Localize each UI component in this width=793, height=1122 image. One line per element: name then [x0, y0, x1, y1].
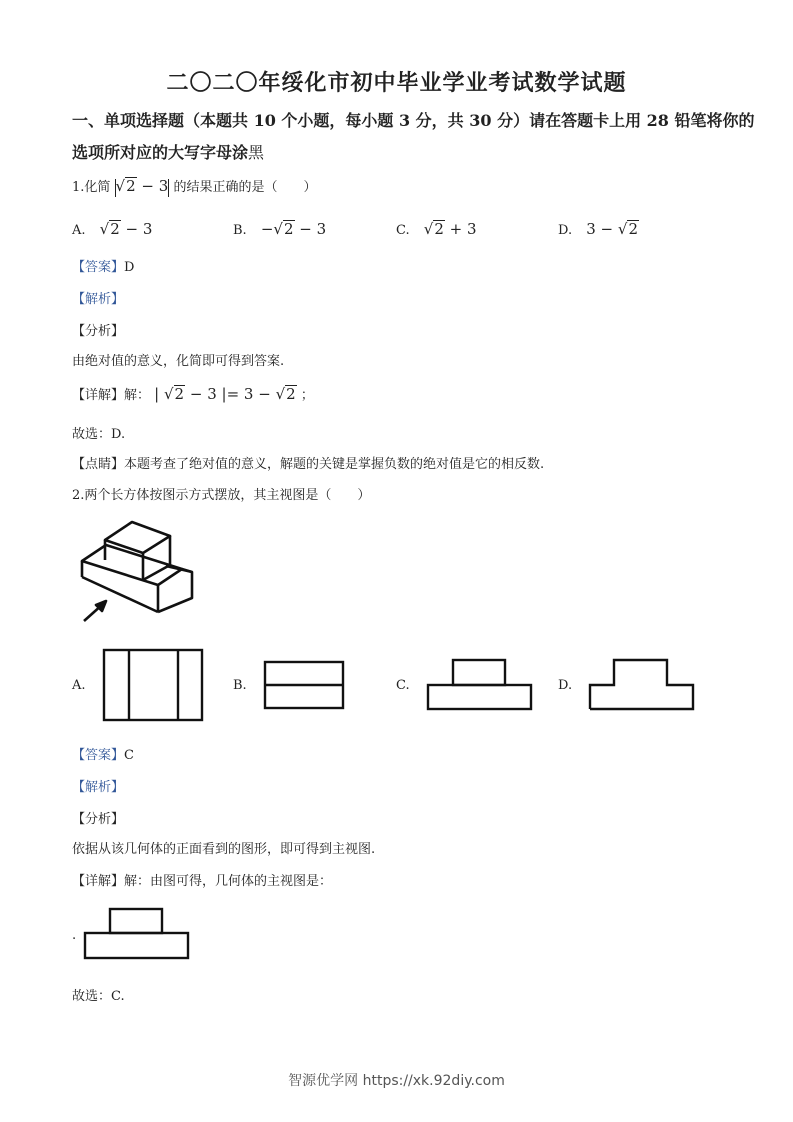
option-radicand: 2 [110, 220, 120, 238]
q2-choose: 故选：C. [72, 989, 125, 1004]
q1-fenxi: 【分析】 [72, 324, 125, 339]
q2-analysis-tag: 【解析】 [72, 780, 125, 795]
q2-option-d-label: D. [558, 678, 573, 693]
answer-value: C [124, 748, 134, 763]
option-letter: A. [72, 223, 86, 238]
q1-suffix: 的结果正确的是（ ） [173, 180, 317, 195]
document-title: 二〇二〇年绥化市初中毕业学业考试数学试题 [166, 70, 627, 96]
option-letter: B. [233, 223, 247, 238]
option-b-figure [264, 661, 344, 709]
q1-detail: 【详解】解： | √2 − 3 |= 3 − √2 ； [72, 385, 314, 403]
q1-option-c: C. √2 + 3 [396, 220, 477, 238]
abs-bar-right [168, 179, 169, 197]
option-letter: D. [558, 223, 573, 238]
option-radicand: 2 [434, 220, 444, 238]
option-radicand: 2 [628, 220, 638, 238]
option-a-figure [103, 649, 203, 721]
answer-value: D [124, 260, 135, 275]
q2-option-b-label: B. [233, 678, 247, 693]
q1-comment: 【点睛】本题考查了绝对值的意义，解题的关键是掌握负数的绝对值是它的相反数. [72, 457, 545, 472]
q1-prefix: 1.化简 [72, 180, 111, 195]
q1-option-b: B. −√2 − 3 [233, 220, 327, 238]
q1-analysis-tag: 【解析】 [72, 292, 125, 307]
q2-fenxi: 【分析】 [72, 812, 125, 827]
footer-watermark: 智源优学网 https://xk.92diy.com [288, 1073, 505, 1089]
detail-mid: − 3 [185, 385, 217, 403]
q1-answer [72, 256, 134, 275]
section-heading-line2-text: 选项所对应的大写字母涂 [72, 143, 249, 162]
q2-stem: 2.两个长方体按图示方式摆放，其主视图是（ ） [72, 488, 371, 503]
q1-option-d: D. 3 − √2 [558, 220, 638, 238]
detail-end: ； [300, 388, 314, 403]
q1-option-a: A. √2 − 3 [72, 220, 153, 238]
option-radicand: 2 [283, 220, 294, 238]
q1-choose: 故选：D. [72, 427, 126, 442]
base-block-top [82, 545, 182, 585]
option-d-figure [589, 659, 695, 711]
detail-rhs: = 3 − [226, 385, 276, 403]
q1-stem [72, 176, 316, 197]
answer-tag: 【答案】 [72, 260, 125, 275]
q1-expression: √2 − 3 [115, 177, 169, 195]
q2-option-c-label: C. [396, 678, 410, 693]
option-c-figure [427, 659, 533, 711]
q2-detail: 【详解】解：由图可得，几何体的主视图是： [72, 874, 333, 889]
q2-option-a-label: A. [72, 678, 86, 693]
q2-dot: . [72, 928, 77, 943]
option-post: + 3 [444, 220, 477, 238]
section-heading-line2 [72, 140, 264, 163]
q1-fenxi-text: 由绝对值的意义，化简即可得到答案. [72, 354, 285, 369]
q2-fenxi-text: 依据从该几何体的正面看到的图形，即可得到主视图. [72, 842, 376, 857]
answer-tag: 【答案】 [72, 748, 125, 763]
detail-prefix: 【详解】解： [72, 388, 151, 403]
q2-answer [72, 744, 134, 763]
option-letter: C. [396, 223, 410, 238]
answer-figure [84, 908, 190, 960]
option-pre: 3 − [586, 220, 618, 238]
option-post: − 3 [294, 220, 327, 238]
section-heading-line1: 一、单项选择题（本题共 10 个小题，每小题 3 分，共 30 分）请在答题卡上用 28 铅笔将你的 [72, 111, 755, 130]
section-heading-line2-tail: 黑 [248, 143, 265, 162]
detail-radicand: 2 [174, 385, 185, 403]
option-pre: − [260, 220, 274, 238]
option-post: − 3 [120, 220, 153, 238]
detail-rhs-radicand: 2 [286, 385, 296, 403]
